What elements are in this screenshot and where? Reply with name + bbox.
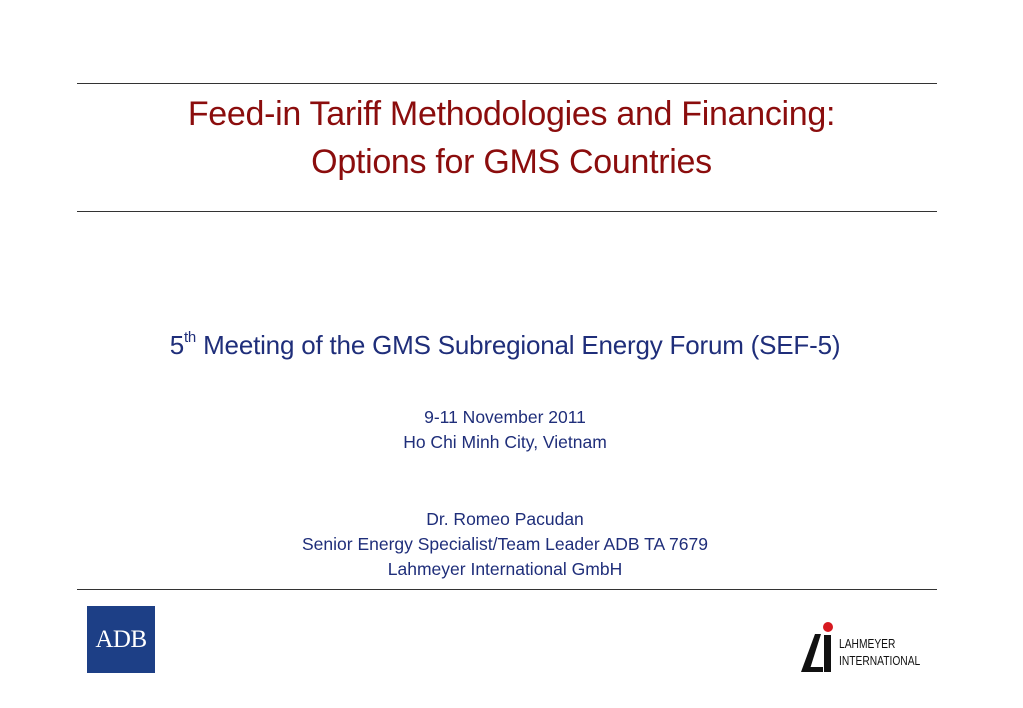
presenter-role: Senior Energy Specialist/Team Leader ADB TA 7679 xyxy=(302,534,708,554)
event-date: 9-11 November 2011 xyxy=(424,407,586,427)
event-details xyxy=(0,405,1010,455)
meeting-name: Meeting of the GMS Subregional Energy Forum (SEF-5) xyxy=(196,330,841,360)
footer-rule xyxy=(77,589,937,590)
title-line-1: Feed-in Tariff Methodologies and Financing: xyxy=(187,95,836,133)
meeting-ordinal: th xyxy=(183,329,197,347)
adb-logo-text: ADB xyxy=(95,625,147,653)
lahmeyer-logo-icon xyxy=(801,620,837,674)
lahmeyer-line-1: LAHMEYER xyxy=(839,637,896,651)
top-rule xyxy=(77,83,937,84)
slide-title xyxy=(0,90,1023,186)
event-location: Ho Chi Minh City, Vietnam xyxy=(403,432,607,452)
meeting-heading xyxy=(0,330,1010,361)
meeting-number: 5 xyxy=(169,330,184,360)
adb-logo xyxy=(87,606,155,673)
presenter-details xyxy=(0,507,1010,582)
lahmeyer-line-2: INTERNATIONAL xyxy=(839,654,921,668)
presenter-company: Lahmeyer International GmbH xyxy=(387,559,623,579)
title-line-2: Options for GMS Countries xyxy=(311,143,712,181)
lahmeyer-wordmark xyxy=(839,636,920,670)
title-bottom-rule xyxy=(77,211,937,212)
presenter-name: Dr. Romeo Pacudan xyxy=(426,509,584,529)
